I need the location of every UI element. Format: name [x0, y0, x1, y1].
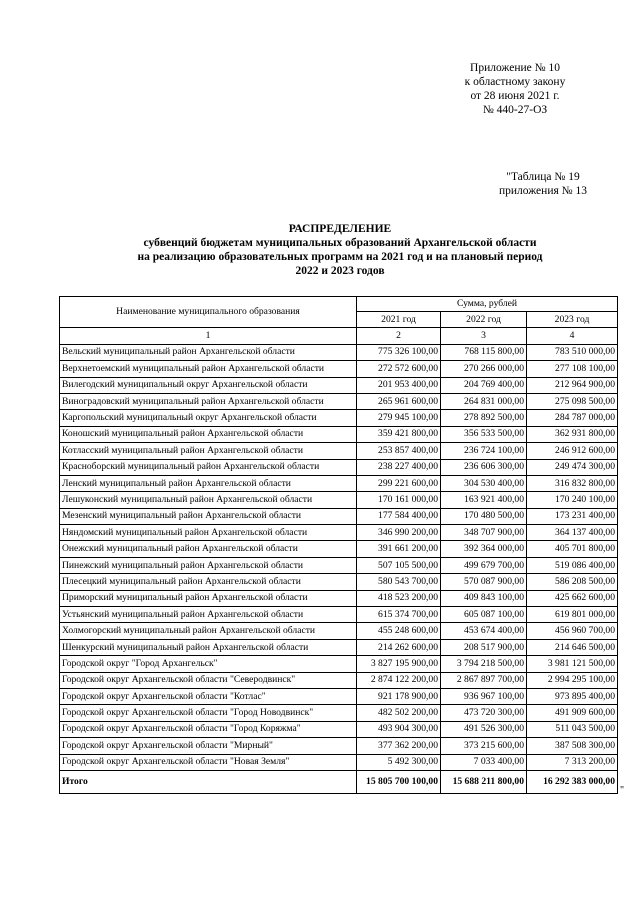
amount-2023: 7 313 200,00	[527, 754, 618, 770]
amount-2022: 278 892 500,00	[441, 410, 527, 426]
municipality-name: Коношский муниципальный район Архангельской области	[60, 426, 357, 442]
table-row	[60, 475, 618, 491]
amount-2021: 615 374 700,00	[357, 607, 441, 623]
amount-2023: 387 508 300,00	[527, 738, 618, 754]
amount-2022: 936 967 100,00	[441, 688, 527, 704]
column-numbers-row	[60, 328, 618, 344]
amount-2022: 473 720 300,00	[441, 705, 527, 721]
table-row	[60, 607, 618, 623]
table-row	[60, 393, 618, 409]
amount-2022: 208 517 900,00	[441, 639, 527, 655]
municipality-name: Городской округ Архангельской области "Северодвинск"	[60, 672, 357, 688]
amount-2021: 482 502 200,00	[357, 705, 441, 721]
amount-2021: 391 661 200,00	[357, 541, 441, 557]
amount-2022: 236 724 100,00	[441, 443, 527, 459]
amount-2022: 304 530 400,00	[441, 475, 527, 491]
amount-2022: 7 033 400,00	[441, 754, 527, 770]
amount-2021: 170 161 000,00	[357, 492, 441, 508]
amount-2021: 201 953 400,00	[357, 377, 441, 393]
table-row	[60, 525, 618, 541]
amount-2023: 212 964 900,00	[527, 377, 618, 393]
table-row	[60, 541, 618, 557]
amount-2023: 214 646 500,00	[527, 639, 618, 655]
table-appendix: приложения № 13	[499, 185, 587, 197]
amount-2021: 5 492 300,00	[357, 754, 441, 770]
column-number-3: 3	[441, 328, 527, 344]
municipality-name: Красноборский муниципальный район Архангельской области	[60, 459, 357, 475]
amount-2022: 570 087 900,00	[441, 574, 527, 590]
amount-2021: 775 326 100,00	[357, 344, 441, 360]
amount-2023: 275 098 500,00	[527, 393, 618, 409]
amount-2023: 2 994 295 100,00	[527, 672, 618, 688]
amount-2021: 2 874 122 200,00	[357, 672, 441, 688]
amount-2022: 499 679 700,00	[441, 557, 527, 573]
amount-2023: 491 909 600,00	[527, 705, 618, 721]
amount-2022: 356 533 500,00	[441, 426, 527, 442]
municipality-name: Пинежский муниципальный район Архангельской области	[60, 557, 357, 573]
municipality-name: Плесецкий муниципальный район Архангельской области	[60, 574, 357, 590]
amount-2021: 177 584 400,00	[357, 508, 441, 524]
amount-2022: 170 480 500,00	[441, 508, 527, 524]
column-number-4: 4	[527, 328, 618, 344]
amount-2023: 973 895 400,00	[527, 688, 618, 704]
table-number: "Таблица № 19	[506, 171, 580, 183]
table-row	[60, 656, 618, 672]
header-sum: Сумма, рублей	[357, 297, 618, 312]
amount-2023: 362 931 800,00	[527, 426, 618, 442]
municipality-name: Няндомский муниципальный район Архангельской области	[60, 525, 357, 541]
amount-2023: 3 981 121 500,00	[527, 656, 618, 672]
table-row	[60, 361, 618, 377]
amount-2022: 392 364 000,00	[441, 541, 527, 557]
amount-2021: 238 227 400,00	[357, 459, 441, 475]
amount-2023: 519 086 400,00	[527, 557, 618, 573]
header-year-2023: 2023 год	[527, 312, 618, 328]
closing-quote: "	[620, 785, 625, 796]
amount-2021: 299 221 600,00	[357, 475, 441, 491]
amount-2021: 359 421 800,00	[357, 426, 441, 442]
municipality-name: Верхнетоемский муниципальный район Архангельской области	[60, 361, 357, 377]
amount-2022: 491 526 300,00	[441, 721, 527, 737]
column-number-2: 2	[357, 328, 441, 344]
table-row	[60, 754, 618, 770]
municipality-name: Лешуконский муниципальный район Архангельской области	[60, 492, 357, 508]
header-year-2021: 2021 год	[357, 312, 441, 328]
municipality-name: Городской округ Архангельской области "Новая Земля"	[60, 754, 357, 770]
amount-2023: 284 787 000,00	[527, 410, 618, 426]
amount-2023: 364 137 400,00	[527, 525, 618, 541]
amount-2023: 170 240 100,00	[527, 492, 618, 508]
amount-2022: 204 769 400,00	[441, 377, 527, 393]
title-line-4: 2022 и 2023 годов	[295, 265, 385, 277]
amount-2021: 3 827 195 900,00	[357, 656, 441, 672]
amount-2021: 507 105 500,00	[357, 557, 441, 573]
amount-2021: 493 904 300,00	[357, 721, 441, 737]
table-row	[60, 344, 618, 360]
column-number-1: 1	[60, 328, 357, 344]
municipality-name: Шенкурский муниципальный район Архангельской области	[60, 639, 357, 655]
amount-2022: 3 794 218 500,00	[441, 656, 527, 672]
table-row	[60, 508, 618, 524]
amount-2022: 605 087 100,00	[441, 607, 527, 623]
table-row	[60, 410, 618, 426]
municipality-name: Устьянский муниципальный район Архангельской области	[60, 607, 357, 623]
municipality-name: Холмогорский муниципальный район Архангельской области	[60, 623, 357, 639]
total-row	[60, 770, 618, 793]
municipality-name: Вилегодский муниципальный округ Архангельской области	[60, 377, 357, 393]
distribution-table	[59, 296, 618, 794]
table-row	[60, 738, 618, 754]
table-row	[60, 459, 618, 475]
amount-2022: 2 867 897 700,00	[441, 672, 527, 688]
table-row	[60, 426, 618, 442]
amount-2022: 373 215 600,00	[441, 738, 527, 754]
amount-2021: 253 857 400,00	[357, 443, 441, 459]
table-row	[60, 688, 618, 704]
appendix-law-number: № 440-27-ОЗ	[482, 104, 548, 116]
amount-2022: 236 606 300,00	[441, 459, 527, 475]
appendix-date: от 28 июня 2021 г.	[470, 90, 560, 102]
amount-2022: 163 921 400,00	[441, 492, 527, 508]
municipality-name: Онежский муниципальный район Архангельской области	[60, 541, 357, 557]
total-label: Итого	[60, 770, 357, 793]
table-row	[60, 574, 618, 590]
amount-2021: 580 543 700,00	[357, 574, 441, 590]
amount-2022: 270 266 000,00	[441, 361, 527, 377]
appendix-number: Приложение № 10	[470, 62, 560, 74]
amount-2021: 377 362 200,00	[357, 738, 441, 754]
amount-2023: 173 231 400,00	[527, 508, 618, 524]
municipality-name: Городской округ Архангельской области "Котлас"	[60, 688, 357, 704]
table-row	[60, 705, 618, 721]
municipality-name: Приморский муниципальный район Архангельской области	[60, 590, 357, 606]
amount-2021: 279 945 100,00	[357, 410, 441, 426]
title-heading: РАСПРЕДЕЛЕНИЕ	[288, 223, 392, 235]
amount-2023: 456 960 700,00	[527, 623, 618, 639]
table-reference	[478, 170, 608, 198]
amount-2021: 272 572 600,00	[357, 361, 441, 377]
amount-2022: 409 843 100,00	[441, 590, 527, 606]
amount-2021: 265 961 600,00	[357, 393, 441, 409]
amount-2023: 783 510 000,00	[527, 344, 618, 360]
amount-2023: 511 043 500,00	[527, 721, 618, 737]
table-header-row	[60, 297, 618, 312]
amount-2023: 316 832 800,00	[527, 475, 618, 491]
amount-2021: 214 262 600,00	[357, 639, 441, 655]
amount-2022: 453 674 400,00	[441, 623, 527, 639]
table-row	[60, 377, 618, 393]
header-year-2022: 2022 год	[441, 312, 527, 328]
table-row	[60, 590, 618, 606]
title-line-3: на реализацию образовательных программ на 2021 год и на плановый период	[137, 251, 543, 263]
amount-2023: 405 701 800,00	[527, 541, 618, 557]
appendix-law: к областному закону	[464, 76, 566, 88]
table-row	[60, 443, 618, 459]
table-row	[60, 721, 618, 737]
table-row	[60, 623, 618, 639]
table-row	[60, 557, 618, 573]
amount-2021: 418 523 200,00	[357, 590, 441, 606]
amount-2023: 277 108 100,00	[527, 361, 618, 377]
amount-2023: 246 912 600,00	[527, 443, 618, 459]
amount-2022: 348 707 900,00	[441, 525, 527, 541]
amount-2023: 586 208 500,00	[527, 574, 618, 590]
total-2022: 15 688 211 800,00	[441, 770, 527, 793]
amount-2022: 264 831 000,00	[441, 393, 527, 409]
total-2023: 16 292 383 000,00	[527, 770, 618, 793]
amount-2021: 921 178 900,00	[357, 688, 441, 704]
table-row	[60, 639, 618, 655]
amount-2023: 619 801 000,00	[527, 607, 618, 623]
amount-2022: 768 115 800,00	[441, 344, 527, 360]
total-2021: 15 805 700 100,00	[357, 770, 441, 793]
municipality-name: Городской округ Архангельской области "Город Коряжма"	[60, 721, 357, 737]
header-name: Наименование муниципального образования	[60, 297, 357, 328]
municipality-name: Городской округ "Город Архангельск"	[60, 656, 357, 672]
title-line-2: субвенций бюджетам муниципальных образований Архангельской области	[143, 237, 537, 249]
amount-2023: 249 474 300,00	[527, 459, 618, 475]
municipality-name: Виноградовский муниципальный район Архангельской области	[60, 393, 357, 409]
municipality-name: Мезенский муниципальный район Архангельской области	[60, 508, 357, 524]
table-row	[60, 492, 618, 508]
document-title	[60, 222, 620, 278]
municipality-name: Каргопольский муниципальный округ Архангельской области	[60, 410, 357, 426]
amount-2021: 455 248 600,00	[357, 623, 441, 639]
municipality-name: Вельский муниципальный район Архангельской области	[60, 344, 357, 360]
municipality-name: Городской округ Архангельской области "Город Новодвинск"	[60, 705, 357, 721]
municipality-name: Ленский муниципальный район Архангельской области	[60, 475, 357, 491]
table-row	[60, 672, 618, 688]
municipality-name: Котласский муниципальный район Архангельской области	[60, 443, 357, 459]
amount-2023: 425 662 600,00	[527, 590, 618, 606]
municipality-name: Городской округ Архангельской области "Мирный"	[60, 738, 357, 754]
amount-2021: 346 990 200,00	[357, 525, 441, 541]
appendix-reference	[430, 61, 600, 117]
